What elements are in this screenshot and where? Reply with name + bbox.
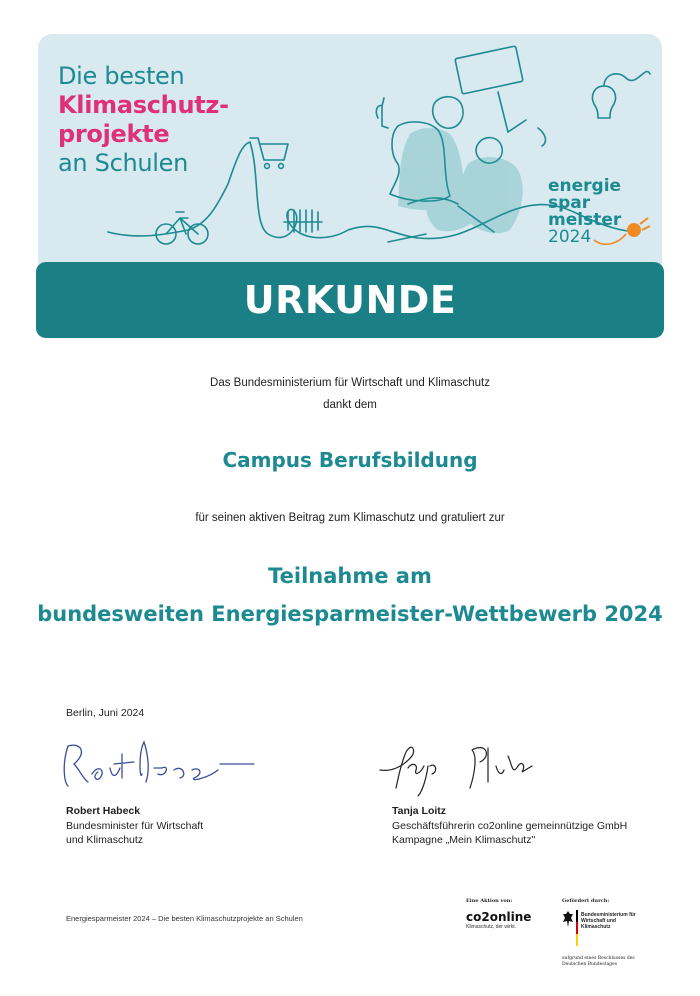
co2online-logo bbox=[466, 898, 531, 930]
protest-sign-icon bbox=[455, 46, 523, 94]
signatory-block bbox=[392, 804, 627, 848]
award-headline: Teilnahme am bbox=[268, 564, 432, 588]
title-bar bbox=[36, 262, 664, 338]
signatory-name: Tanja Loitz bbox=[392, 805, 447, 817]
signatory-role: und Klimaschutz bbox=[66, 834, 144, 846]
energiesparmeister-logo: energie spar meister 2024 bbox=[548, 176, 622, 247]
co2online-brand: co2online bbox=[466, 910, 532, 924]
signature-loitz bbox=[376, 736, 536, 798]
signatory-name: Robert Habeck bbox=[66, 805, 141, 817]
bmwk-note: aufgrund eines Beschlusses des Deutschen Bundestages bbox=[562, 956, 635, 967]
recipient-name: Campus Berufsbildung bbox=[222, 448, 478, 472]
co2online-label: Eine Aktion von: bbox=[466, 898, 513, 904]
contribution-text: für seinen aktiven Beitrag zum Klimaschutz und gratuliert zur bbox=[195, 512, 505, 524]
intro-line: dankt dem bbox=[323, 399, 377, 411]
place-date: Berlin, Juni 2024 bbox=[66, 707, 145, 719]
signature-habeck bbox=[58, 734, 258, 796]
signatory-role: Bundesminister für Wirtschaft bbox=[66, 819, 204, 832]
co2online-claim: Klimaschutz, der wirkt. bbox=[466, 924, 517, 930]
banner-title-line: Die besten bbox=[58, 62, 185, 90]
signatory-role: Kampagne „Mein Klimaschutz" bbox=[392, 834, 536, 846]
bmwk-ministry: Bundesministerium für Wirtschaft und Klimaschutz bbox=[581, 912, 636, 930]
header-banner bbox=[38, 34, 662, 270]
bmwk-logo bbox=[562, 898, 636, 967]
banner-title-line: projekte bbox=[58, 120, 170, 148]
banner-title-line: Klimaschutz- bbox=[58, 91, 229, 119]
german-flag-icon bbox=[576, 910, 578, 946]
award-headline: bundesweiten Energiesparmeister-Wettbewerb 2024 bbox=[37, 602, 663, 626]
intro-line: Das Bundesministerium für Wirtschaft und Klimaschutz bbox=[210, 377, 490, 389]
eagle-icon bbox=[562, 910, 574, 928]
bmwk-label: Gefördert durch: bbox=[562, 898, 610, 904]
cart-icon bbox=[250, 138, 288, 160]
radiator-icon bbox=[284, 210, 322, 232]
signatory-role: Geschäftsführerin co2online gemeinnützige GmbH bbox=[392, 819, 628, 832]
footer-text: Energiesparmeister 2024 – Die besten Klimaschutzprojekte an Schulen bbox=[66, 914, 303, 923]
certificate-heading: URKUNDE bbox=[243, 278, 457, 322]
signatory-block bbox=[66, 804, 203, 848]
lightbulb-icon bbox=[592, 86, 615, 118]
banner-title-line: an Schulen bbox=[58, 149, 189, 177]
